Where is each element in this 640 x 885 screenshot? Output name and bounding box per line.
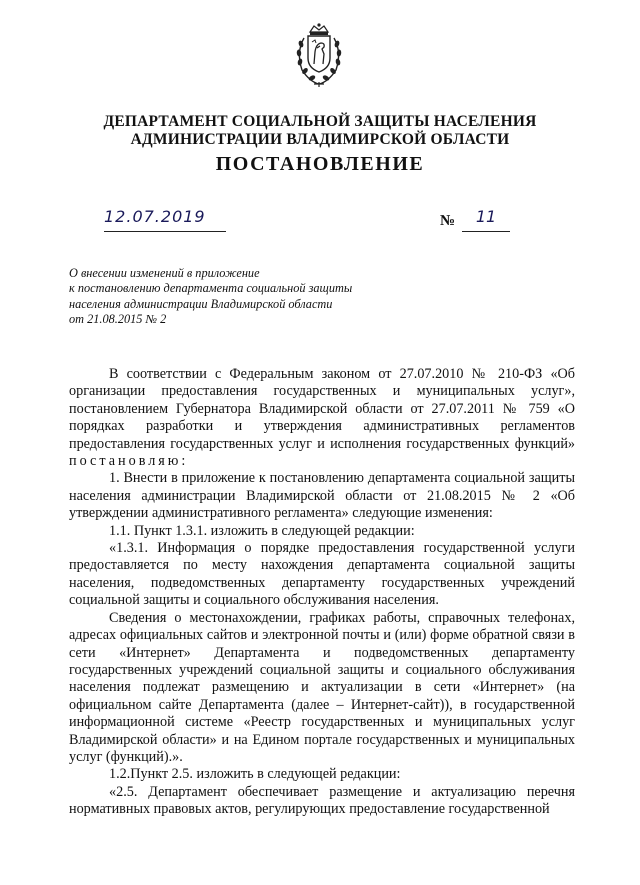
document-number: 11 bbox=[462, 207, 510, 232]
document-subject bbox=[69, 266, 389, 327]
decree-word: постановляю bbox=[69, 453, 182, 470]
document-body bbox=[69, 366, 575, 819]
preamble-text: В соответствии с Федеральным законом от 27.07.2010 № 210-ФЗ «Об организации предоставления государственных и муниципальных услуг», постановлением Губернатора Владимирской области от 27.07.2011 № 759 «О порядках разработки и утверждения административных регламентов предоставления государственных услуг и исполнения государственных функций» bbox=[69, 366, 575, 452]
body-paragraph: 1.2.Пункт 2.5. изложить в следующей редакции: bbox=[109, 766, 401, 783]
department-name-line-2: АДМИНИСТРАЦИИ ВЛАДИМИРСКОЙ ОБЛАСТИ bbox=[130, 131, 510, 148]
body-paragraph: Сведения о местонахождении, графиках работы, справочных телефонах, адресах официальных сайтов и электронной почты и (или) форме обратной связи в сети «Интернет» Департамента и подведомственных департаменту государственных учреждений социальной защиты и социального обслуживания населения подлежат размещению и актуализации в сети «Интернет» (на официальном сайте Департамента (далее – Интернет-сайт)), в государственной информационной системе «Реестр государственных и муниципальных услуг Владимирской области» и на Едином портале государственных и муниципальных услуг (функций).». bbox=[69, 609, 575, 765]
department-name-line-1: ДЕПАРТАМЕНТ СОЦИАЛЬНОЙ ЗАЩИТЫ НАСЕЛЕНИЯ bbox=[103, 113, 537, 130]
body-paragraph: 1. Внести в приложение к постановлению департамента социальной защиты населения администрации Владимирской области от 21.08.2015 № 2 «Об утверждении административного регламента» следующие изменения: bbox=[69, 470, 575, 522]
body-paragraph: 1.1. Пункт 1.3.1. изложить в следующей редакции: bbox=[109, 522, 415, 539]
subject-line: к постановлению департамента социальной защиты bbox=[69, 281, 353, 296]
body-paragraph bbox=[69, 366, 575, 470]
subject-line: от 21.08.2015 № 2 bbox=[69, 311, 167, 326]
body-paragraph: «2.5. Департамент обеспечивает размещение и актуализацию перечня нормативных правовых актов, регулирующих предоставление государственной bbox=[69, 783, 575, 818]
document-number-label: № bbox=[440, 213, 456, 229]
coat-of-arms-icon bbox=[288, 22, 350, 88]
document-type-title: ПОСТАНОВЛЕНИЕ bbox=[215, 153, 425, 175]
body-paragraph: «1.3.1. Информация о порядке предоставления государственной услуги предоставляется по месту нахождения департамента социальной защиты населения, подведомственных департаменту государственных учреждений социальной защиты и социального обслуживания населения. bbox=[69, 540, 575, 609]
preamble-end: : bbox=[181, 453, 186, 470]
subject-line: населения администрации Владимирской области bbox=[69, 296, 333, 311]
subject-line: О внесении изменений в приложение bbox=[69, 266, 260, 280]
document-date: 12.07.2019 bbox=[104, 207, 226, 232]
